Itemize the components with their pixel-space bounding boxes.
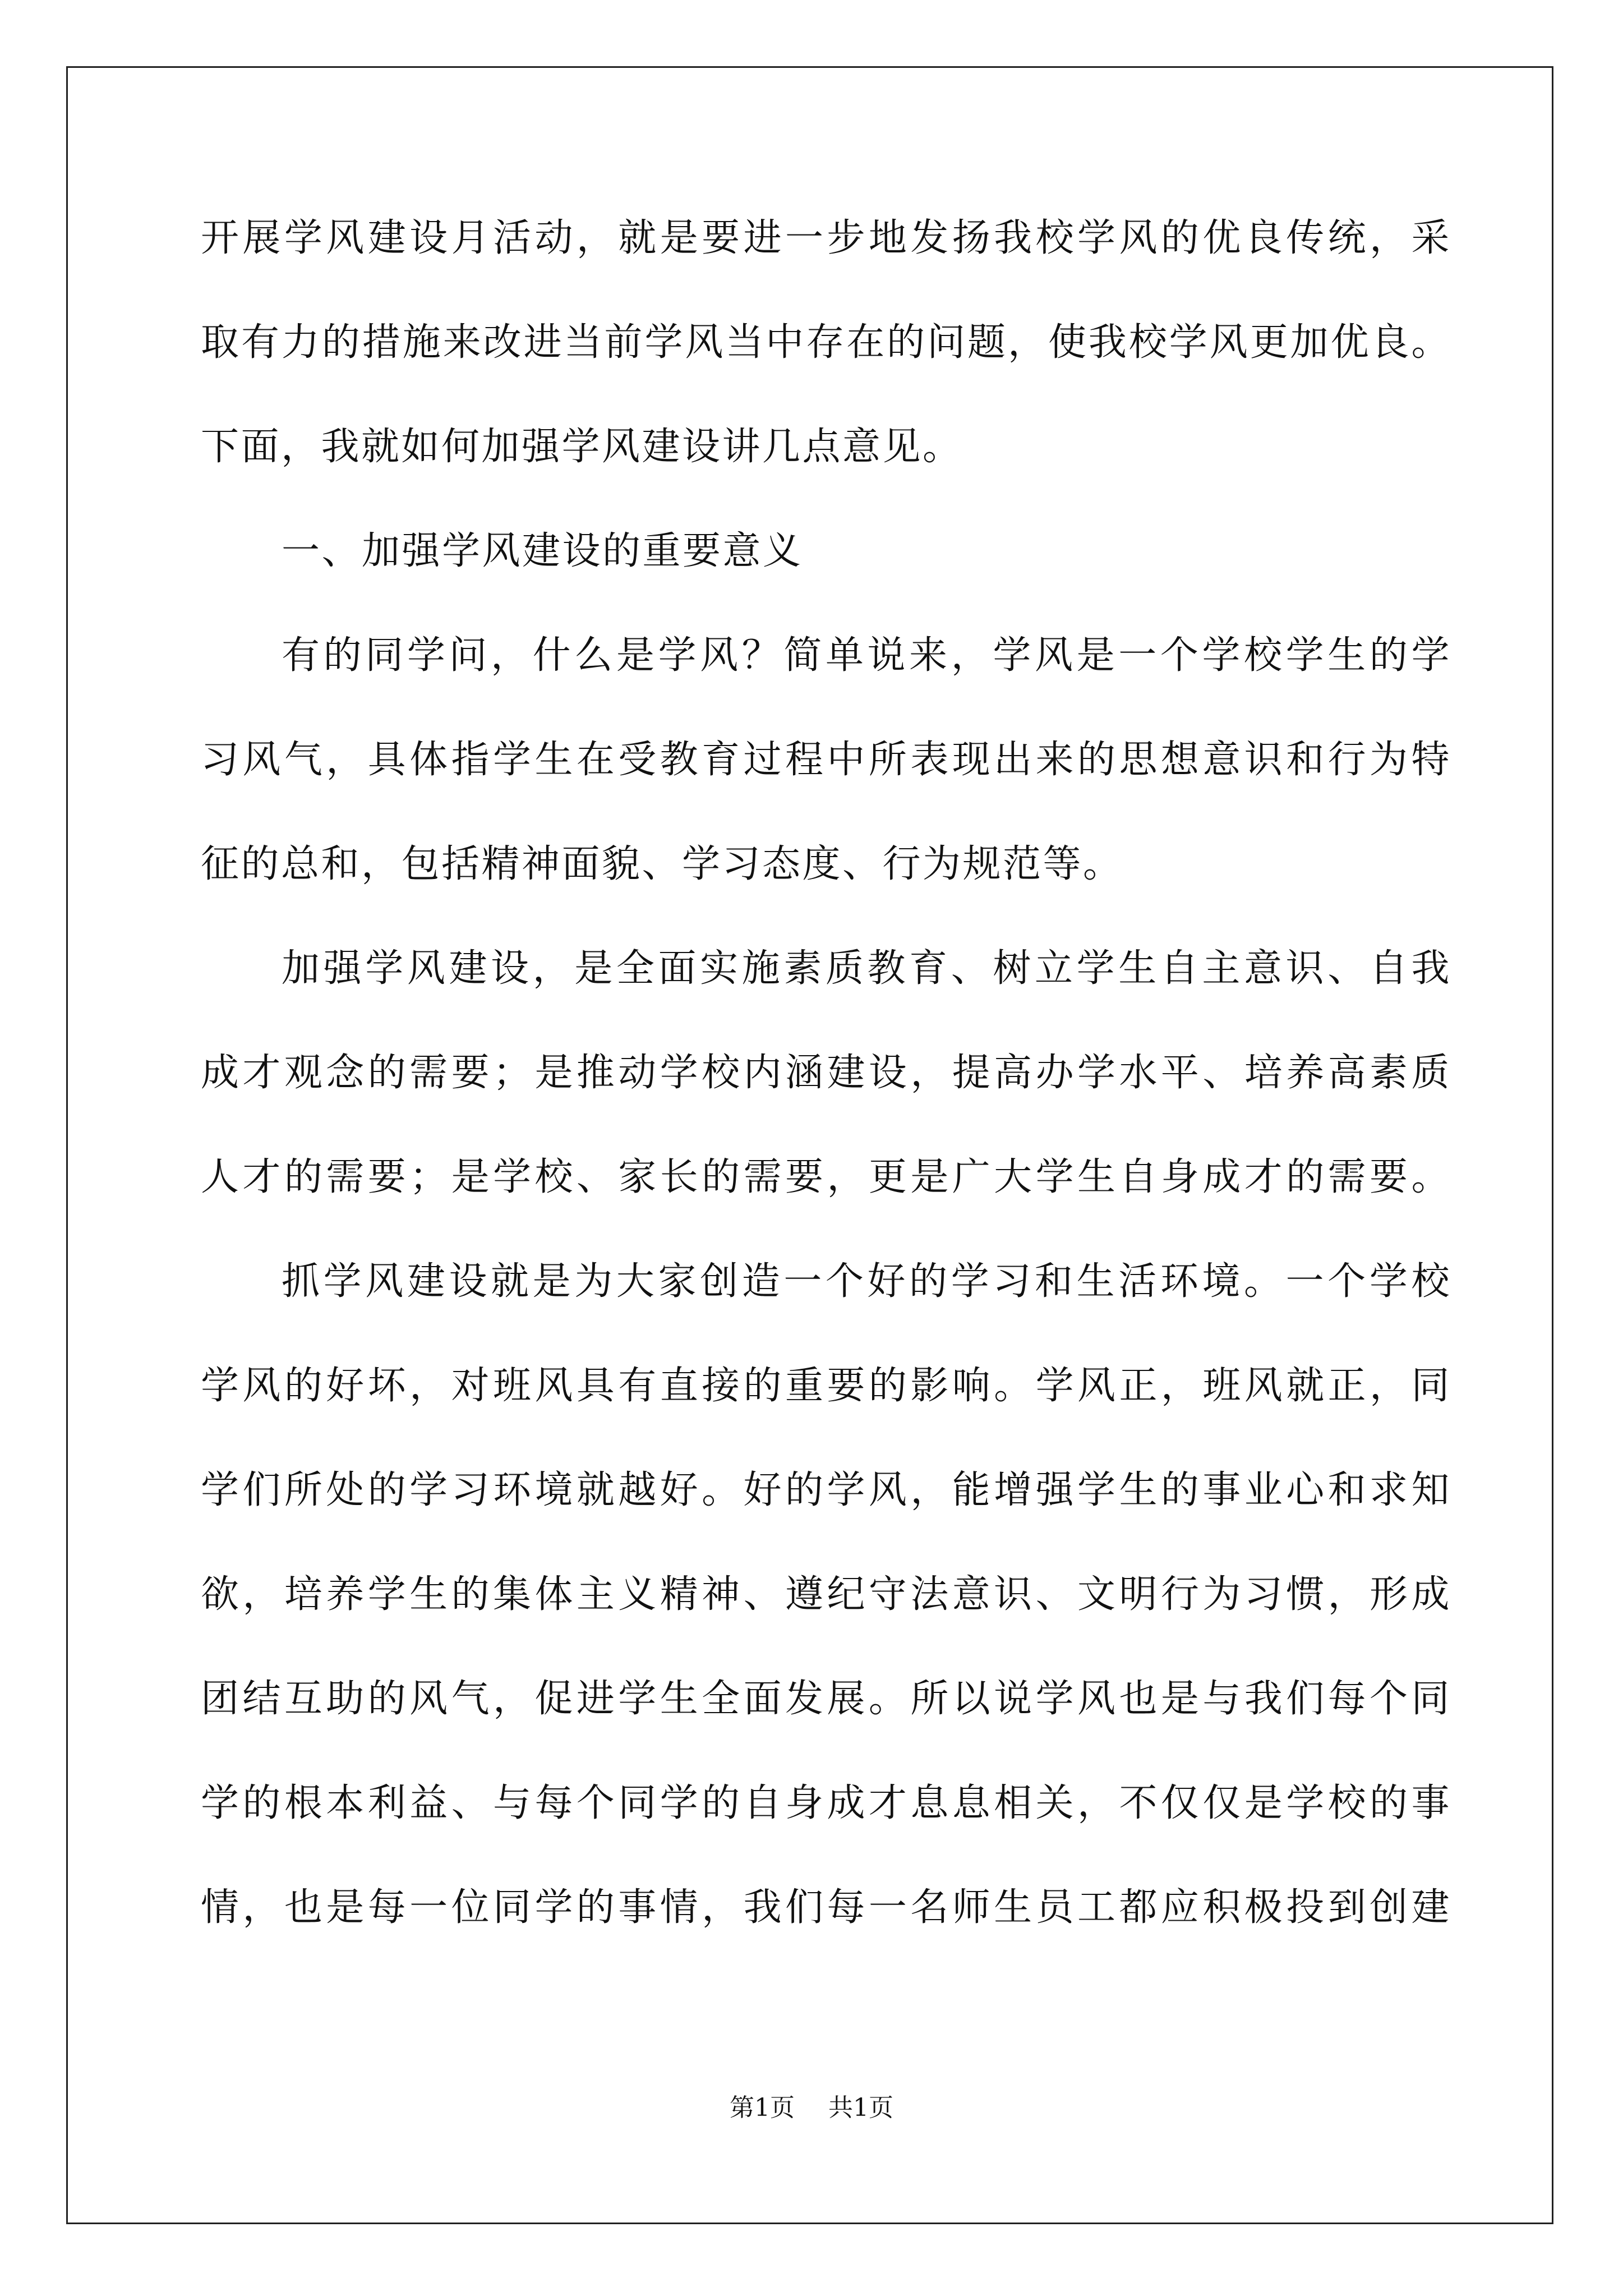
text-line: 团结互助的风气，促进学生全面发展。所以说学风也是与我们每个同	[201, 1677, 1451, 1721]
text-line: 习风气，具体指学生在受教育过程中所表现出来的思想意识和行为特	[201, 738, 1451, 782]
text-line: 人才的需要；是学校、家长的需要，更是广大学生自身成才的需要。	[201, 1155, 1451, 1199]
text-line: 下面，我就如何加强学风建设讲几点意见。	[201, 425, 963, 469]
page-footer	[0, 2091, 1623, 2125]
page-number-current: 第1页	[730, 2093, 795, 2122]
text-line: 取有力的措施来改进当前学风当中存在的问题，使我校学风更加优良。	[201, 320, 1451, 365]
text-line: 情，也是每一位同学的事情，我们每一名师生员工都应积极投到创建	[201, 1885, 1451, 1930]
text-line: 征的总和，包括精神面貌、学习态度、行为规范等。	[201, 842, 1123, 886]
text-line: 学风的好坏，对班风具有直接的重要的影响。学风正，班风就正，同	[201, 1364, 1451, 1408]
text-line: 抓学风建设就是为大家创造一个好的学习和生活环境。一个学校	[282, 1259, 1451, 1304]
text-line: 欲，培养学生的集体主义精神、遵纪守法意识、文明行为习惯，形成	[201, 1572, 1451, 1617]
text-line: 学的根本利益、与每个同学的自身成才息息相关，不仅仅是学校的事	[201, 1781, 1451, 1825]
page-number-total: 共1页	[828, 2093, 893, 2122]
text-line: 有的同学问，什么是学风？简单说来，学风是一个学校学生的学	[282, 633, 1451, 678]
section-heading: 一、加强学风建设的重要意义	[282, 529, 803, 573]
text-line: 成才观念的需要；是推动学校内涵建设，提高办学水平、培养高素质	[201, 1051, 1451, 1095]
text-line: 学们所处的学习环境就越好。好的学风，能增强学生的事业心和求知	[201, 1468, 1451, 1512]
text-line: 加强学风建设，是全面实施素质教育、树立学生自主意识、自我	[282, 946, 1451, 991]
text-line: 开展学风建设月活动，就是要进一步地发扬我校学风的优良传统，采	[201, 216, 1451, 260]
